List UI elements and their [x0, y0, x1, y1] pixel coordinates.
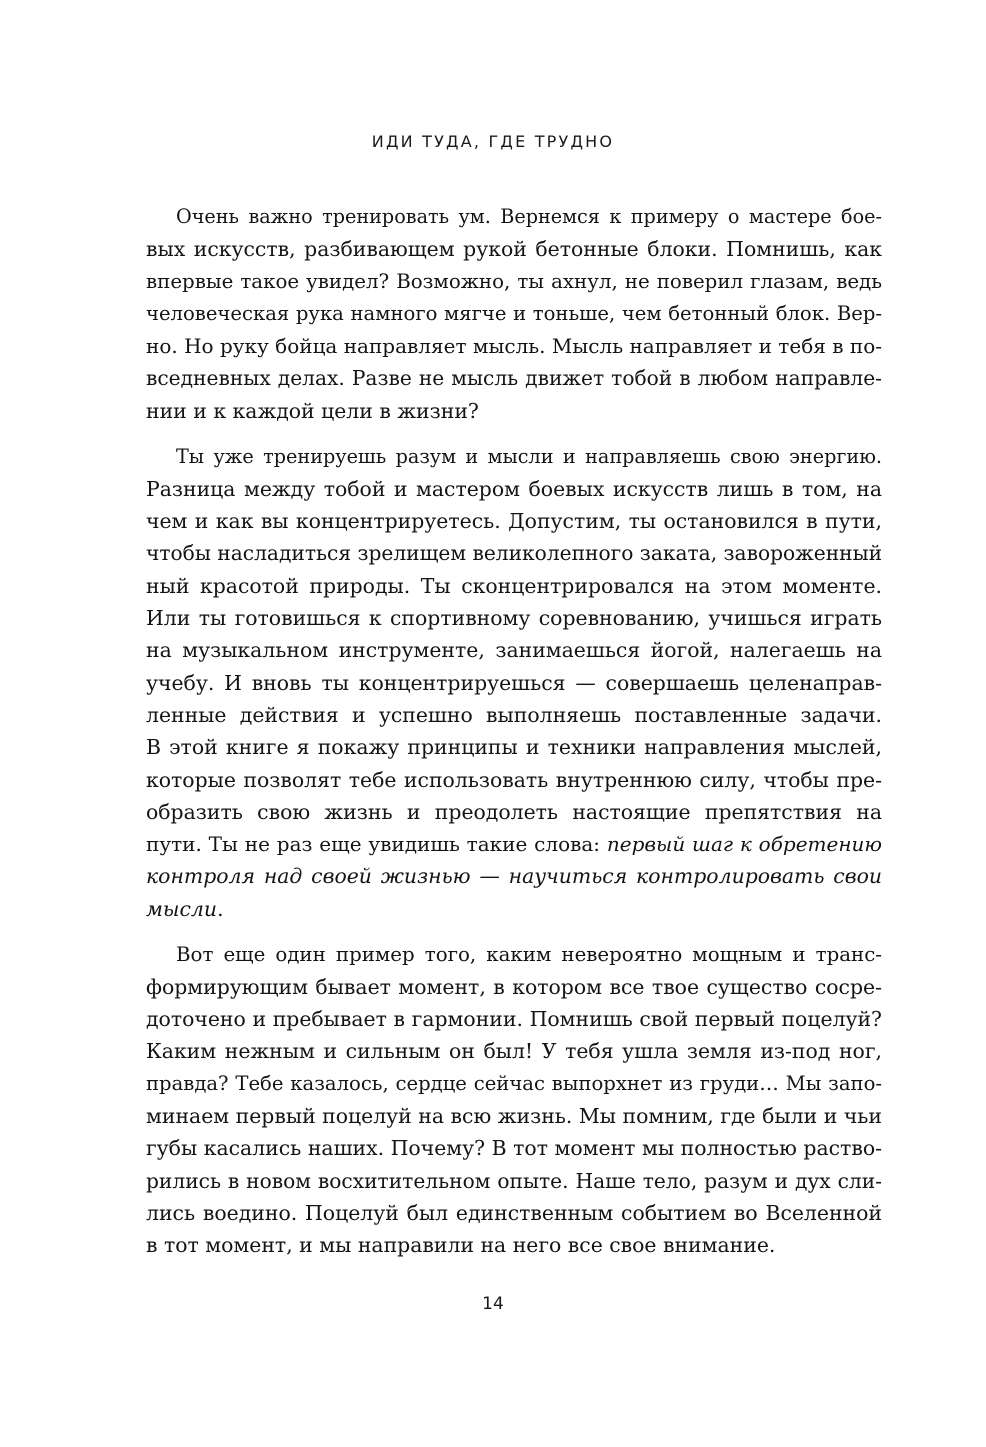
text-line: губы касались наших. Почему? В тот момент мы полностью раство-: [146, 1136, 882, 1161]
text-line: ленные действия и успешно выполняешь поставленные задачи.: [146, 702, 882, 727]
text-line-mixed: [146, 893, 882, 925]
paragraph-2: [146, 441, 882, 925]
text-line: образить свою жизнь и преодолеть настоящие препятствия на: [146, 799, 882, 824]
italic-quote: мысли: [146, 896, 218, 921]
text-line: доточено и пребывает в гармонии. Помнишь свой первый поцелуй?: [146, 1007, 882, 1032]
text-line: впервые такое увидел? Возможно, ты ахнул, не поверил глазам, ведь: [146, 269, 882, 293]
plain-text: .: [217, 896, 224, 921]
plain-text: пути. Ты не раз еще увидишь такие слова:: [146, 832, 607, 857]
text-line: чтобы насладиться зрелищем великолепного заката, завороженный: [146, 541, 883, 566]
text-line: Вот еще один пример того, каким невероятно мощным и транс-: [176, 942, 882, 966]
text-line: Очень важно тренировать ум. Вернемся к примеру о мастере бое-: [176, 205, 882, 228]
text-line: учебу. И вновь ты концентрируешься — совершаешь целенаправ-: [146, 670, 882, 695]
text-line: на музыкальном инструменте, занимаешься йогой, налегаешь на: [146, 638, 882, 663]
text-line: которые позволят тебе использовать внутреннюю силу, чтобы пре-: [146, 767, 882, 792]
text-line: Разница между тобой и мастером боевых искусств лишь в том, на: [146, 476, 882, 501]
text-line: в тот момент, и мы направили на него все свое внимание.: [146, 1233, 776, 1258]
text-line: Каким нежным и сильным он был! У тебя ушла земля из-под ног,: [146, 1039, 882, 1064]
text-line: В этой книге я покажу принципы и техники направления мыслей,: [146, 735, 882, 760]
paragraph-3: [146, 939, 882, 1262]
text-line: чем и как вы концентрируетесь. Допустим, ты остановился в пути,: [146, 509, 882, 534]
text-line: лись воедино. Поцелуй был единственным событием во Вселенной: [146, 1200, 882, 1225]
text-line: Или ты готовишься к спортивному соревнованию, учишься играть: [146, 606, 882, 631]
text-line: ный красотой природы. Ты сконцентрировался на этом моменте.: [146, 573, 882, 598]
text-line: человеческая рука намного мягче и тоньше, чем бетонный блок. Вер-: [146, 301, 882, 325]
running-head: ИДИ ТУДА, ГДЕ ТРУДНО: [371, 132, 615, 151]
italic-quote: первый шаг к обретению: [606, 832, 883, 857]
italic-quote-line: контроля над своей жизнью — научиться контролировать свои: [146, 864, 882, 889]
body-text: [146, 201, 882, 1262]
text-line: вседневных делах. Разве не мысль движет тобой в любом направле-: [146, 366, 882, 391]
paragraph-1: [146, 201, 882, 427]
page-number: 14: [482, 1294, 504, 1314]
text-line: нии и к каждой цели в жизни?: [146, 398, 479, 423]
text-line: вых искусств, разбивающем рукой бетонные блоки. Помнишь, как: [146, 237, 882, 262]
text-line: правда? Тебе казалось, сердце сейчас выпорхнет из груди… Мы запо-: [146, 1071, 882, 1095]
text-line: рились в новом восхитительном опыте. Наше тело, разум и дух сли-: [146, 1168, 882, 1193]
text-line: Ты уже тренируешь разум и мысли и направляешь свою энергию.: [176, 444, 882, 468]
text-line: но. Но руку бойца направляет мысль. Мысль направляет и тебя в по-: [146, 334, 882, 359]
text-line: формирующим бывает момент, в котором все твое существо сосре-: [146, 974, 882, 999]
text-line: минаем первый поцелуй на всю жизнь. Мы помним, где были и чьи: [146, 1104, 882, 1129]
text-line-mixed: [146, 828, 882, 860]
